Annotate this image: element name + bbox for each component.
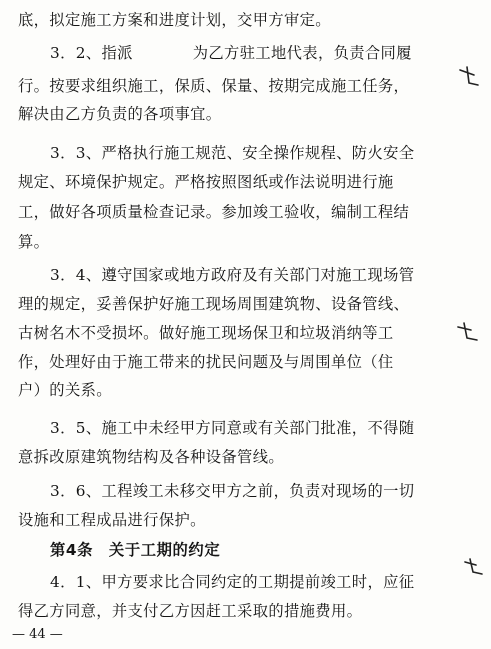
margin-mark-icon (456, 64, 482, 90)
section-heading: 第4条 关于工期的约定 (50, 541, 221, 559)
text-line-8: 算。 (18, 233, 50, 251)
text-line-4: 解决由乙方负责的各项事宜。 (18, 105, 222, 123)
text-line-10: 理的规定，妥善保护好施工现场周围建筑物、设备管线、 (18, 295, 410, 313)
text-line-14: 3．5、施工中未经甲方同意或有关部门批准，不得随 (50, 419, 415, 437)
text-line-9: 3．4、遵守国家或地方政府及有关部门对施工现场管 (50, 266, 415, 284)
text-line-12: 作，处理好由于施工带来的扰民问题及与周围单位（住 (18, 353, 394, 371)
text-line-13: 户）的关系。 (18, 381, 112, 399)
text-line-5: 3．3、严格执行施工规范、安全操作规程、防火安全 (50, 144, 415, 162)
text-line-2 (50, 43, 412, 63)
text-line-16: 3．6、工程竣工未移交甲方之前，负责对现场的一切 (50, 482, 415, 500)
text-line-6: 规定、环境保护规定。严格按照图纸或作法说明进行施 (18, 173, 394, 191)
page-number: — 44 — (12, 627, 63, 642)
text-line-19: 得乙方同意，并支付乙方因赶工采取的措施费用。 (18, 602, 363, 620)
margin-mark-icon (462, 556, 488, 582)
text-line-7: 工，做好各项质量检查记录。参加竣工验收，编制工程结 (18, 203, 410, 221)
text-line-15: 意拆改原建筑物结构及各种设备管线。 (18, 448, 284, 466)
margin-mark-icon (455, 320, 481, 346)
text-line-17: 设施和工程成品进行保护。 (18, 511, 206, 529)
text-line-18: 4．1、甲方要求比合同约定的工期提前竣工时，应征 (50, 573, 415, 591)
clause-3-2-start: 3．2、指派 (50, 44, 133, 62)
clause-3-2-rest: 为乙方驻工地代表，负责合同履 (192, 44, 412, 62)
text-line-3: 行。按要求组织施工，保质、保量、按期完成施工任务， (18, 77, 410, 95)
text-line-1: 底，拟定施工方案和进度计划，交甲方审定。 (18, 11, 331, 29)
text-line-11: 古树名木不受损坏。做好施工现场保卫和垃圾消纳等工 (18, 324, 394, 342)
